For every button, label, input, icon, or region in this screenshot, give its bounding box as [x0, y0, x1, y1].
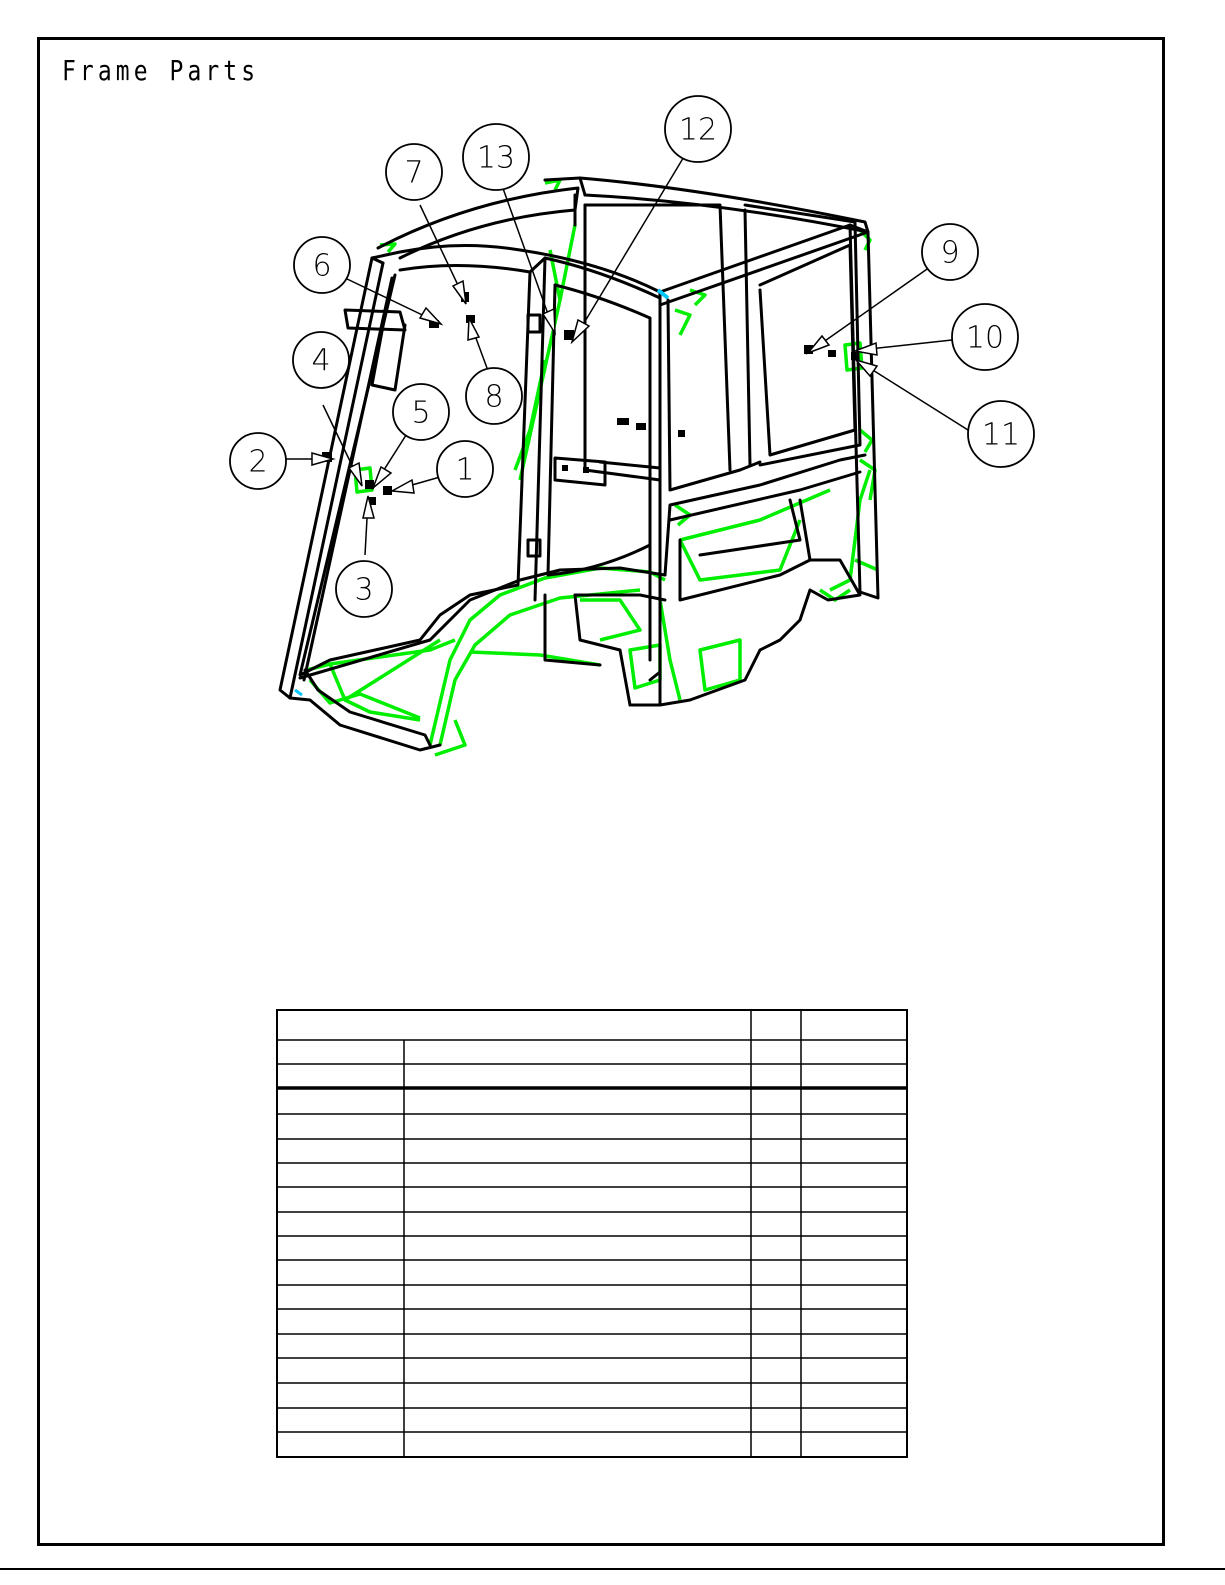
callout-label-3: 3	[354, 572, 374, 608]
callout-label-2: 2	[248, 444, 268, 480]
callout-label-13: 13	[476, 140, 516, 176]
callout-label-12: 12	[678, 112, 718, 148]
callout-label-4: 4	[311, 343, 331, 379]
callout-label-1: 1	[455, 452, 475, 488]
callout-label-10: 10	[965, 320, 1005, 356]
blue-accent-2	[295, 690, 302, 695]
callout-label-5: 5	[411, 395, 431, 431]
cab-frame-outline	[280, 178, 878, 750]
page-title: Frame Parts	[62, 54, 260, 87]
callout-labels	[248, 113, 1020, 608]
callout-label-9: 9	[940, 235, 960, 271]
callout-label-6: 6	[312, 248, 332, 284]
callout-label-8: 8	[484, 379, 504, 415]
callout-label-11: 11	[981, 417, 1021, 453]
callout-label-7: 7	[404, 155, 424, 191]
parts-list-table	[277, 1010, 907, 1457]
page-bottom-rule	[0, 1568, 1225, 1570]
